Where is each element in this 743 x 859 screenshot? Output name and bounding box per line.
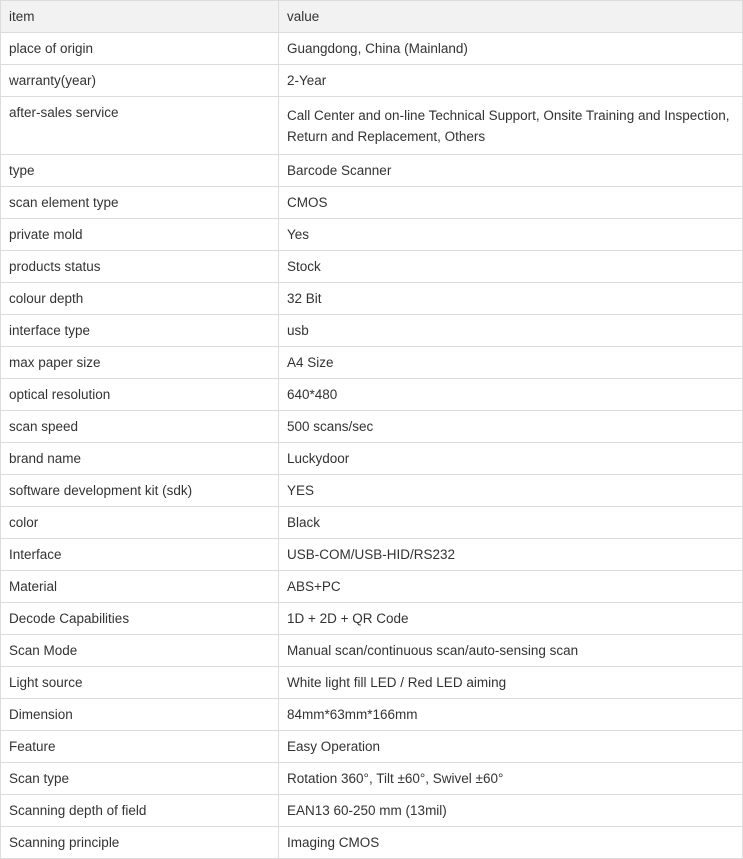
table-row: [1, 731, 743, 763]
value-cell: ABS+PC: [279, 571, 743, 603]
item-cell: optical resolution: [1, 379, 279, 411]
table-row: [1, 539, 743, 571]
value-cell: Black: [279, 507, 743, 539]
table-row: [1, 699, 743, 731]
value-cell: usb: [279, 315, 743, 347]
value-cell: Barcode Scanner: [279, 155, 743, 187]
table-row: [1, 603, 743, 635]
table-row: [1, 155, 743, 187]
item-cell: place of origin: [1, 33, 279, 65]
value-cell: Imaging CMOS: [279, 827, 743, 859]
item-cell: software development kit (sdk): [1, 475, 279, 507]
item-cell: Light source: [1, 667, 279, 699]
table-row: [1, 507, 743, 539]
value-cell: 1D + 2D + QR Code: [279, 603, 743, 635]
value-cell: 2-Year: [279, 65, 743, 97]
item-cell: max paper size: [1, 347, 279, 379]
table-row: [1, 379, 743, 411]
table-row: [1, 65, 743, 97]
item-cell: color: [1, 507, 279, 539]
item-cell: Dimension: [1, 699, 279, 731]
item-cell: Scan type: [1, 763, 279, 795]
item-cell: type: [1, 155, 279, 187]
value-cell: Yes: [279, 219, 743, 251]
table-row: [1, 251, 743, 283]
value-cell: Guangdong, China (Mainland): [279, 33, 743, 65]
item-cell: private mold: [1, 219, 279, 251]
value-cell: 500 scans/sec: [279, 411, 743, 443]
value-cell: Stock: [279, 251, 743, 283]
header-item-cell: item: [1, 1, 279, 33]
item-cell: Scanning depth of field: [1, 795, 279, 827]
item-cell: warranty(year): [1, 65, 279, 97]
item-cell: products status: [1, 251, 279, 283]
table-row: [1, 315, 743, 347]
item-cell: after-sales service: [1, 97, 279, 155]
table-row: [1, 283, 743, 315]
value-cell: USB-COM/USB-HID/RS232: [279, 539, 743, 571]
table-row: [1, 187, 743, 219]
table-row: [1, 97, 743, 155]
value-cell: 640*480: [279, 379, 743, 411]
table-row: [1, 411, 743, 443]
item-cell: Interface: [1, 539, 279, 571]
value-cell: 84mm*63mm*166mm: [279, 699, 743, 731]
table-row: [1, 571, 743, 603]
item-cell: brand name: [1, 443, 279, 475]
value-cell: EAN13 60-250 mm (13mil): [279, 795, 743, 827]
item-cell: scan speed: [1, 411, 279, 443]
value-cell: Rotation 360°, Tilt ±60°, Swivel ±60°: [279, 763, 743, 795]
value-cell: White light fill LED / Red LED aiming: [279, 667, 743, 699]
value-cell: A4 Size: [279, 347, 743, 379]
item-cell: Feature: [1, 731, 279, 763]
value-cell: Call Center and on-line Technical Support, Onsite Training and Inspection, Return and Replacement, Others: [279, 97, 743, 155]
value-cell: 32 Bit: [279, 283, 743, 315]
value-cell: Easy Operation: [279, 731, 743, 763]
item-cell: scan element type: [1, 187, 279, 219]
item-cell: Material: [1, 571, 279, 603]
item-cell: Decode Capabilities: [1, 603, 279, 635]
item-cell: Scanning principle: [1, 827, 279, 859]
header-value-cell: value: [279, 1, 743, 33]
table-row: [1, 347, 743, 379]
item-cell: colour depth: [1, 283, 279, 315]
table-row: [1, 635, 743, 667]
value-cell: CMOS: [279, 187, 743, 219]
item-cell: Scan Mode: [1, 635, 279, 667]
table-header-row: [1, 1, 743, 33]
table-row: [1, 219, 743, 251]
value-cell: Luckydoor: [279, 443, 743, 475]
value-cell: Manual scan/continuous scan/auto-sensing scan: [279, 635, 743, 667]
table-row: [1, 443, 743, 475]
table-row: [1, 795, 743, 827]
item-cell: interface type: [1, 315, 279, 347]
table-row: [1, 763, 743, 795]
table-row: [1, 475, 743, 507]
value-cell: YES: [279, 475, 743, 507]
table-row: [1, 667, 743, 699]
table-row: [1, 33, 743, 65]
table-row: [1, 827, 743, 859]
